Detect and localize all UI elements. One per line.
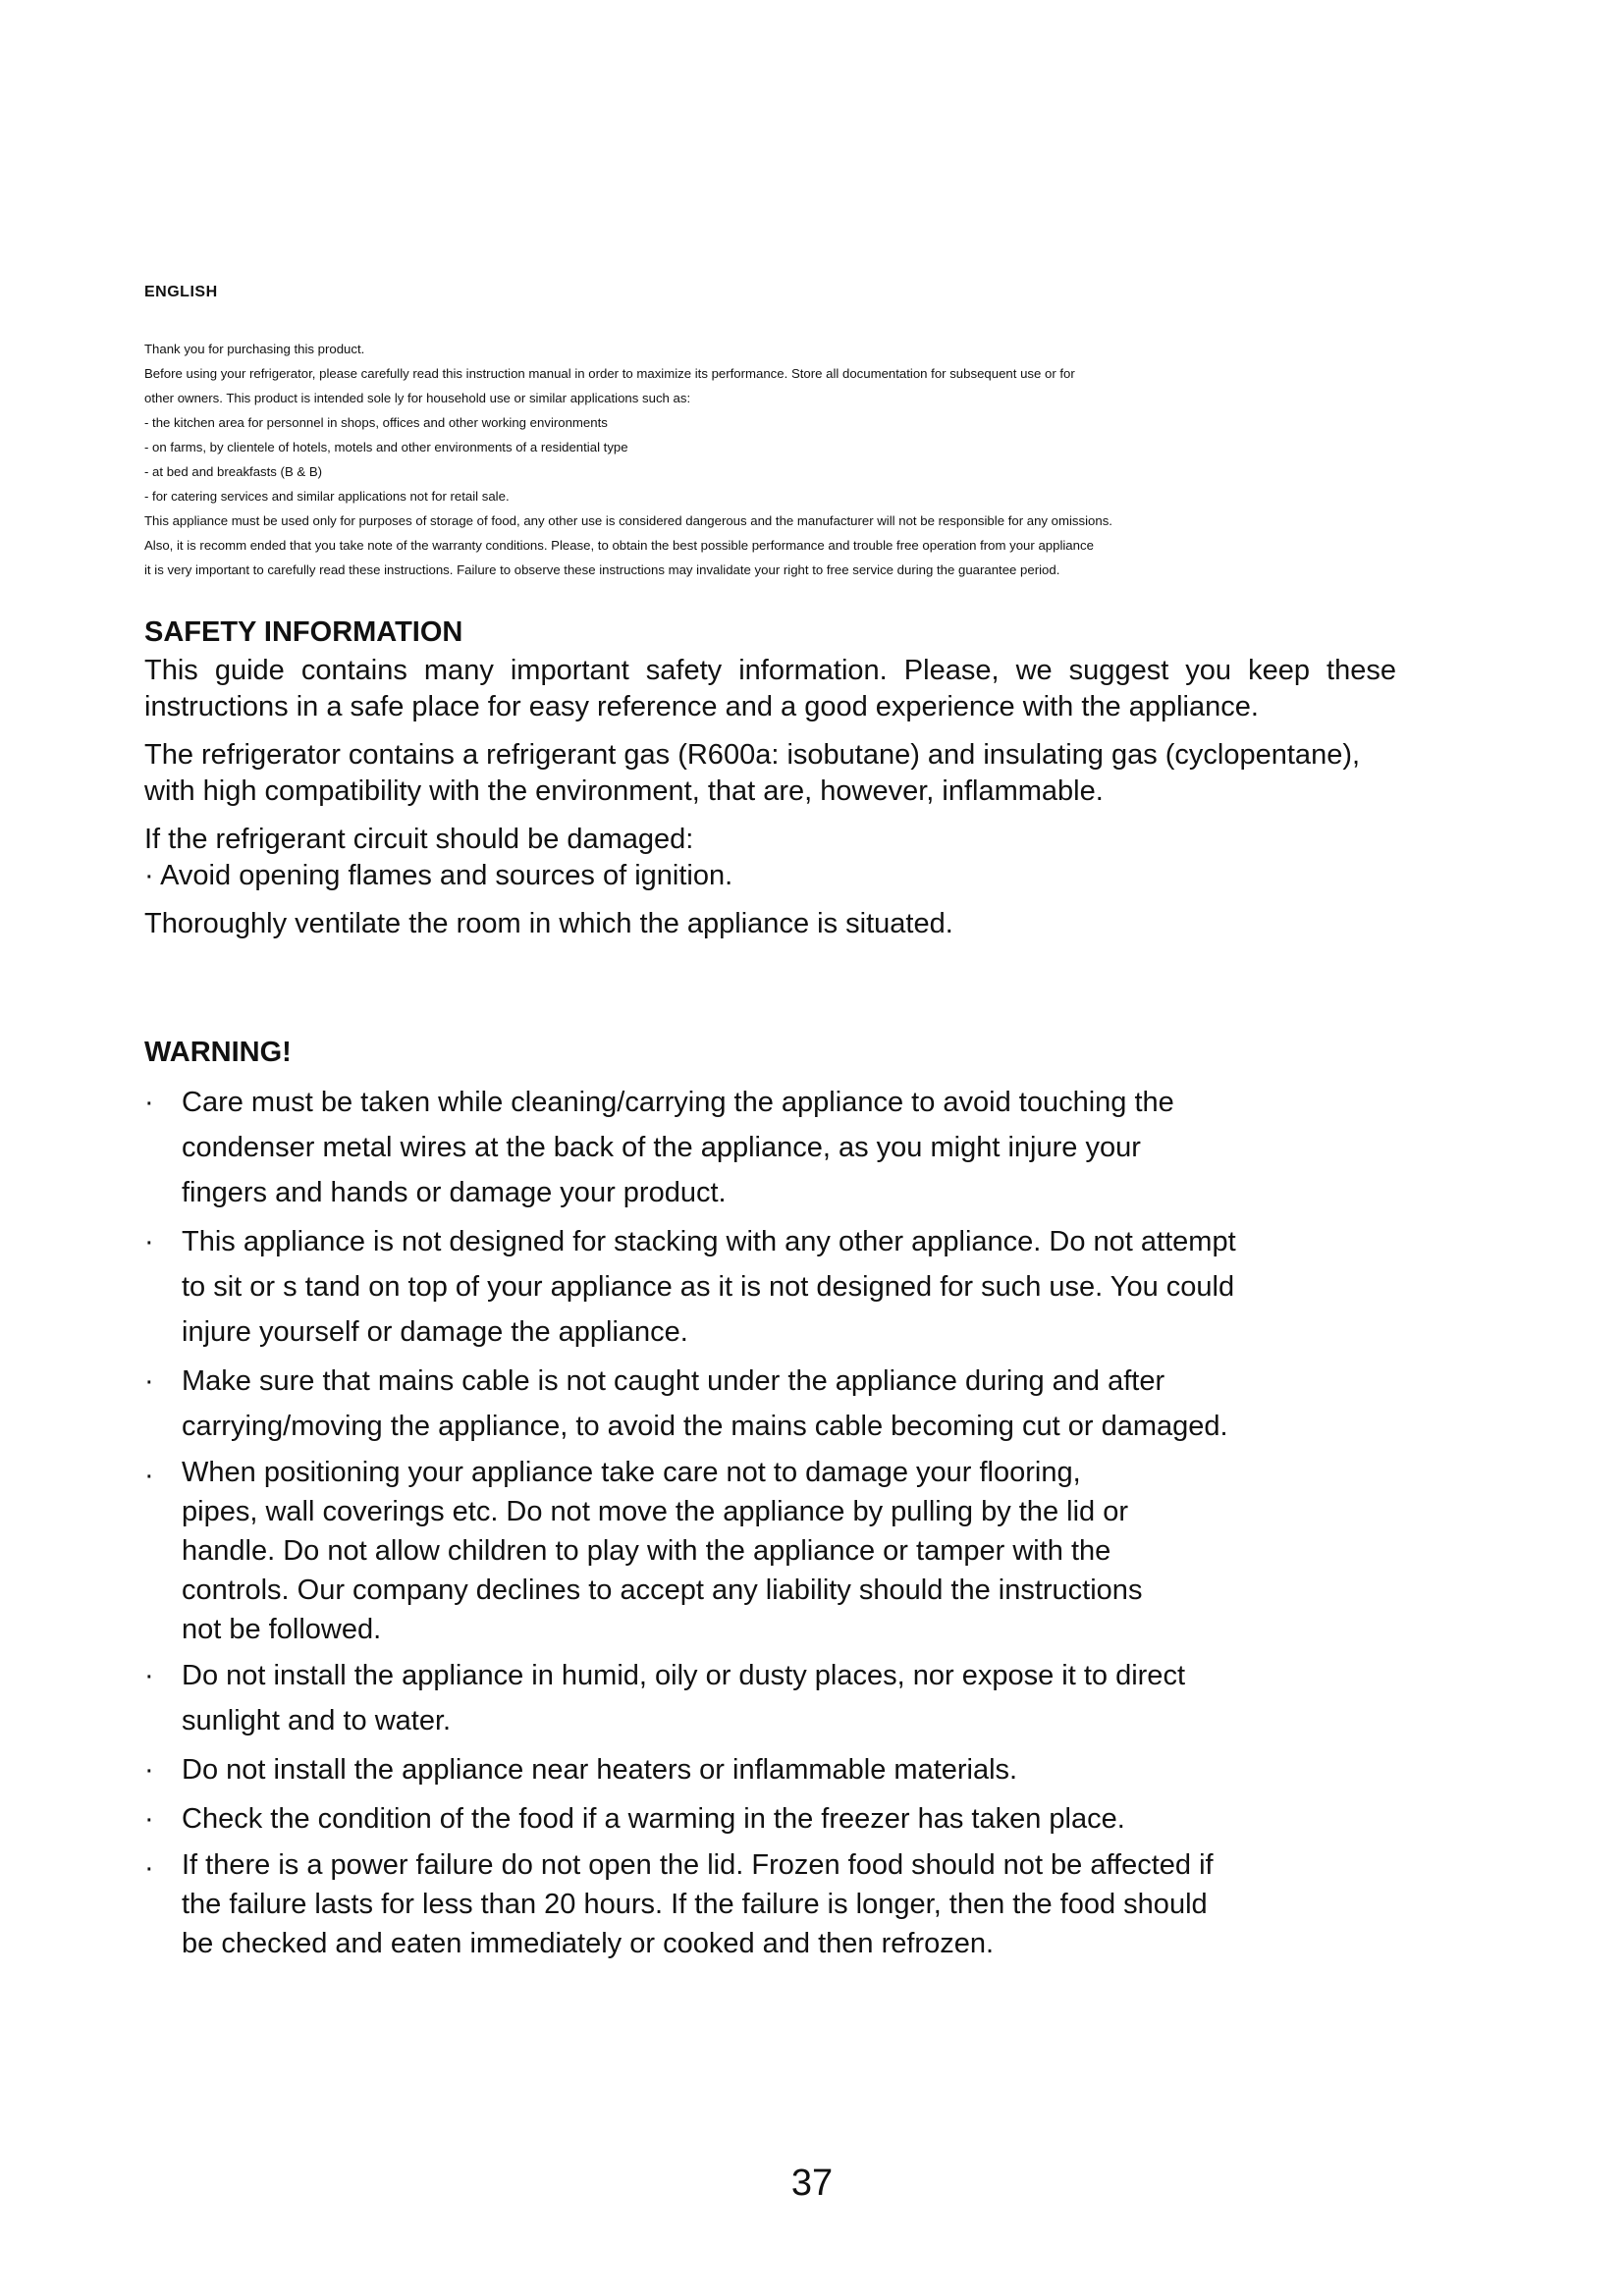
intro-line: Also, it is recomm ended that you take note of the warranty conditions. Please, to obtain the best possible performance and trouble free operation from your appliance [144,538,1094,553]
intro-line: This appliance must be used only for purposes of storage of food, any other use is considered dangerous and the manufacturer will not be responsible for any omissions. [144,513,1112,528]
page-number: 37 [790,2163,834,2204]
warning-line: sunlight and to water. [182,1705,452,1736]
bullet: · [144,1803,154,1835]
warning-line: carrying/moving the appliance, to avoid the mains cable becoming cut or damaged. [182,1411,1228,1442]
intro-line: - for catering services and similar applications not for retail sale. [144,489,510,504]
safety-paragraph-ignition: · Avoid opening flames and sources of ignition. [144,860,733,891]
intro-line: - at bed and breakfasts (B & B) [144,464,323,479]
warning-line: not be followed. [182,1614,382,1645]
warning-line: Do not install the appliance in humid, oily or dusty places, nor expose it to direct [182,1660,1185,1691]
warning-line: Do not install the appliance near heaters or inflammable materials. [182,1754,1018,1786]
warning-item [144,1653,1411,1743]
warning-list [144,1080,1411,1967]
bullet: · [144,1365,154,1397]
warning-item [144,1359,1411,1449]
language-label: ENGLISH [144,284,218,300]
warning-line: If there is a power failure do not open the lid. Frozen food should not be affected if [182,1849,1214,1881]
warning-line: This appliance is not designed for stacking with any other appliance. Do not attempt [182,1226,1236,1257]
safety-paragraph-ventilate: Thoroughly ventilate the room in which the appliance is situated. [144,908,953,939]
warning-item [144,1219,1411,1355]
warning-item [144,1796,1411,1842]
intro-line: - the kitchen area for personnel in shops, offices and other working environments [144,415,608,430]
intro-line: Thank you for purchasing this product. [144,342,365,356]
intro-line: - on farms, by clientele of hotels, motels and other environments of a residential type [144,440,628,454]
warning-line: be checked and eaten immediately or cooked and then refrozen. [182,1928,995,1959]
warning-line: Care must be taken while cleaning/carrying the appliance to avoid touching the [182,1087,1174,1118]
intro-line: it is very important to carefully read these instructions. Failure to observe these instructions may invalidate your right to free service during the guarantee period. [144,562,1060,577]
warning-item [144,1080,1411,1215]
safety-paragraph-guide: This guide contains many important safety information. Please, we suggest you keep these instructions in a safe place for easy reference and a good experience with the appliance. [144,655,1396,722]
warning-heading: WARNING! [144,1037,292,1068]
warning-line: handle. Do not allow children to play with the appliance or tamper with the [182,1535,1111,1567]
warning-line: controls. Our company declines to accept any liability should the instructions [182,1575,1143,1606]
warning-item [144,1747,1411,1792]
warning-line: pipes, wall coverings etc. Do not move the appliance by pulling by the lid or [182,1496,1128,1527]
intro-line: other owners. This product is intended sole ly for household use or similar applications such as: [144,391,691,405]
warning-line: Check the condition of the food if a warming in the freezer has taken place. [182,1803,1125,1835]
warning-line: the failure lasts for less than 20 hours. If the failure is longer, then the food should [182,1889,1208,1920]
warning-line: injure yourself or damage the appliance. [182,1316,688,1348]
warning-line: condenser metal wires at the back of the appliance, as you might injure your [182,1132,1141,1163]
intro-block [144,337,1411,582]
warning-item [144,1845,1411,1963]
safety-paragraph-damage: If the refrigerant circuit should be damaged: [144,824,694,855]
bullet: · [144,1852,154,1884]
bullet: · [144,1660,154,1691]
safety-heading: SAFETY INFORMATION [144,616,463,648]
warning-line: Make sure that mains cable is not caught under the appliance during and after [182,1365,1165,1397]
warning-line: fingers and hands or damage your product. [182,1177,727,1208]
warning-line: When positioning your appliance take care not to damage your flooring, [182,1457,1081,1488]
bullet: · [144,1087,154,1118]
bullet: · [144,1754,154,1786]
warning-line: to sit or s tand on top of your appliance as it is not designed for such use. You could [182,1271,1235,1303]
warning-item [144,1453,1411,1649]
bullet: · [144,1460,154,1491]
bullet: · [144,1226,154,1257]
intro-line: Before using your refrigerator, please carefully read this instruction manual in order to maximize its performance. Store all documentation for subsequent use or for [144,366,1075,381]
safety-body [144,653,1396,954]
safety-paragraph-refrigerant: The refrigerator contains a refrigerant gas (R600a: isobutane) and insulating gas (cyclopentane), with high compatibility with the environment, that are, however, inflammable. [144,739,1361,807]
